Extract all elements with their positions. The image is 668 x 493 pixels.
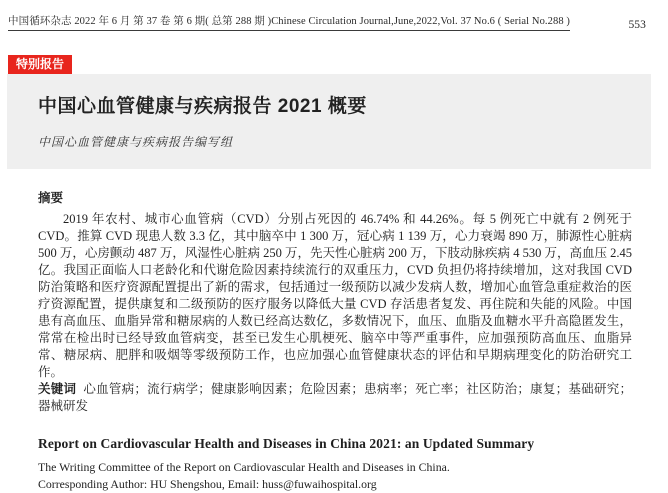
- corresponding-author-line: Corresponding Author: HU Shengshou, Email: huss@fuwaihospital.org: [38, 477, 377, 491]
- page-number: 553: [628, 19, 646, 31]
- article-title: 中国心血管健康与疾病报告 2021 概要: [38, 96, 367, 117]
- abstract-section: [38, 188, 632, 415]
- title-panel: [7, 74, 651, 169]
- english-title: Report on Cardiovascular Health and Diseases in China 2021: an Updated Summary: [38, 436, 535, 451]
- english-committee-line: The Writing Committee of the Report on Cardiovascular Health and Diseases in China.: [38, 460, 450, 474]
- running-head: [8, 13, 646, 31]
- special-report-badge: 特别报告: [8, 55, 72, 74]
- keywords-label: 关键词: [38, 382, 77, 396]
- keywords-list: 心血管病；流行病学；健康影响因素；危险因素；患病率；死亡率；社区防治；康复；基础研究；器械研发: [38, 382, 632, 413]
- author-group: 中国心血管健康与疾病报告编写组: [38, 135, 234, 149]
- keywords-line: [38, 381, 632, 415]
- journal-page: [0, 13, 668, 491]
- abstract-body: 2019 年农村、城市心血管病（CVD）分别占死因的 46.74% 和 44.26%。每 5 例死亡中就有 2 例死于 CVD。推算 CVD 现患人数 3.3 亿，其中脑卒中 1 300 万，冠心病 1 139 万，心力衰竭 890 万，肺源性心脏病 500 万，心房颤动 487 万，风湿性心脏病 250 万，先天性心脏病 200 万，下肢动脉疾病 4 530 万，高血压 2.45 亿。我国正面临人口老龄化和代谢危险因素持续流行的双重压力，CVD 负担仍将持续增加，这对我国 CVD 防治策略和医疗资源配置提出了新的需求，包括通过一级预防以减少发病人数，增加心血管急重症救治的医疗资源配置，提供康复和二级预防的医疗服务以降低大量 CVD 存活患者复发、再住院和失能的风险。中国患有高血压、血脂异常和糖尿病的人数已经高达数亿，多数情况下，血压、血脂及血糖水平升高隐匿发生，常常在检出时已经导致血管病变，甚至已发生心肌梗死、脑卒中等严重事件，应加强预防高血压、血脂异常、糖尿病、肥胖和吸烟等零级预防工作，也应加强心血管健康状态的评估和早期病理变化的防治研究工作。: [38, 212, 632, 379]
- abstract-heading: 摘要: [38, 191, 64, 205]
- journal-citation-line: 中国循环杂志 2022 年 6 月 第 37 卷 第 6 期( 总第 288 期 )Chinese Circulation Journal,June,2022,Vol. 37 No.6 ( Serial No.288 ): [8, 13, 570, 31]
- english-section: [38, 436, 632, 493]
